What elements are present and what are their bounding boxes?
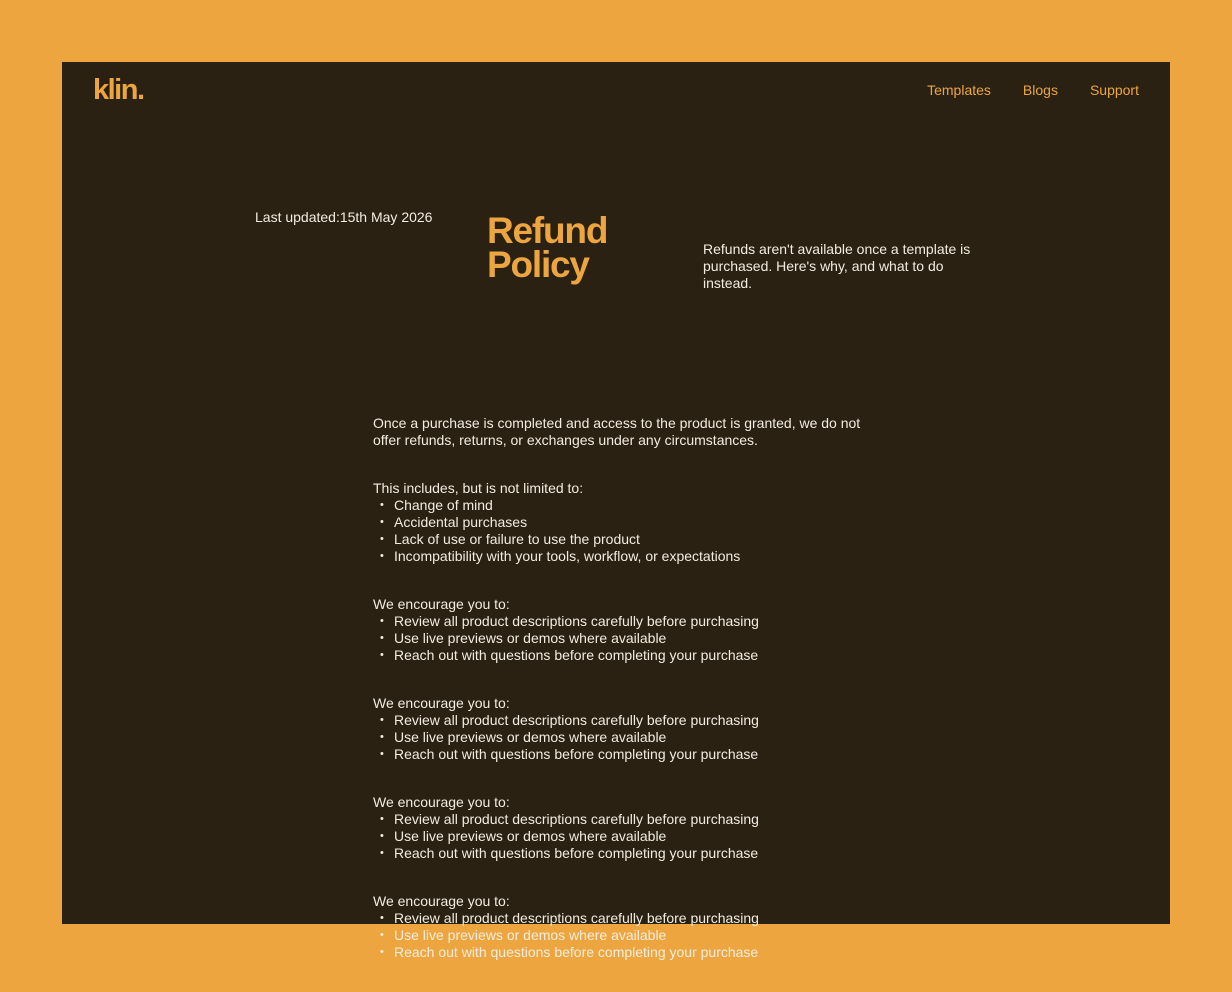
section-heading: We encourage you to: — [373, 695, 510, 711]
list-item: • Review all product descriptions carefully before purchasing — [373, 712, 873, 729]
top-nav — [927, 82, 1139, 98]
policy-lead-paragraph: Once a purchase is completed and access to the product is granted, we do not offer refunds, returns, or exchanges under any circumstances. — [373, 415, 861, 448]
section-heading: This includes, but is not limited to: — [373, 480, 584, 496]
last-updated-text: Last updated:15th May 2026 — [255, 209, 433, 225]
list-item: • Lack of use or failure to use the product — [373, 531, 873, 548]
list-item: • Use live previews or demos where available — [373, 927, 873, 944]
nav-link-templates[interactable]: Templates — [927, 82, 991, 98]
list-item: • Reach out with questions before completing your purchase — [373, 944, 873, 961]
page-title: Refund Policy — [487, 210, 608, 285]
section-heading: We encourage you to: — [373, 893, 510, 909]
bullet-list — [373, 497, 873, 565]
policy-section — [373, 893, 873, 961]
bullet-list — [373, 910, 873, 961]
list-item: • Reach out with questions before completing your purchase — [373, 647, 873, 664]
policy-body — [373, 415, 873, 992]
nav-link-support[interactable]: Support — [1089, 82, 1139, 98]
list-item: • Review all product descriptions carefully before purchasing — [373, 910, 873, 927]
list-item: • Use live previews or demos where available — [373, 828, 873, 845]
list-item: • Review all product descriptions carefully before purchasing — [373, 613, 873, 630]
list-item: • Use live previews or demos where available — [373, 729, 873, 746]
list-item: • Change of mind — [373, 497, 873, 514]
bullet-list — [373, 811, 873, 862]
policy-section — [373, 596, 873, 664]
list-item: • Incompatibility with your tools, workflow, or expectations — [373, 548, 873, 565]
list-item: • Use live previews or demos where available — [373, 630, 873, 647]
list-item: • Reach out with questions before completing your purchase — [373, 845, 873, 862]
page-panel — [62, 62, 1170, 960]
policy-section — [373, 794, 873, 862]
bullet-list — [373, 712, 873, 763]
list-item: • Accidental purchases — [373, 514, 873, 531]
intro-text: Refunds aren't available once a template is purchased. Here's why, and what to do instead. — [703, 241, 971, 291]
list-item: • Reach out with questions before completing your purchase — [373, 746, 873, 763]
list-item: • Review all product descriptions carefully before purchasing — [373, 811, 873, 828]
nav-link-blogs[interactable]: Blogs — [1022, 82, 1058, 98]
brand-logo[interactable]: klin. — [93, 74, 144, 106]
section-heading: We encourage you to: — [373, 794, 510, 810]
section-heading: We encourage you to: — [373, 596, 510, 612]
bullet-list — [373, 613, 873, 664]
policy-section — [373, 695, 873, 763]
policy-section — [373, 480, 873, 565]
